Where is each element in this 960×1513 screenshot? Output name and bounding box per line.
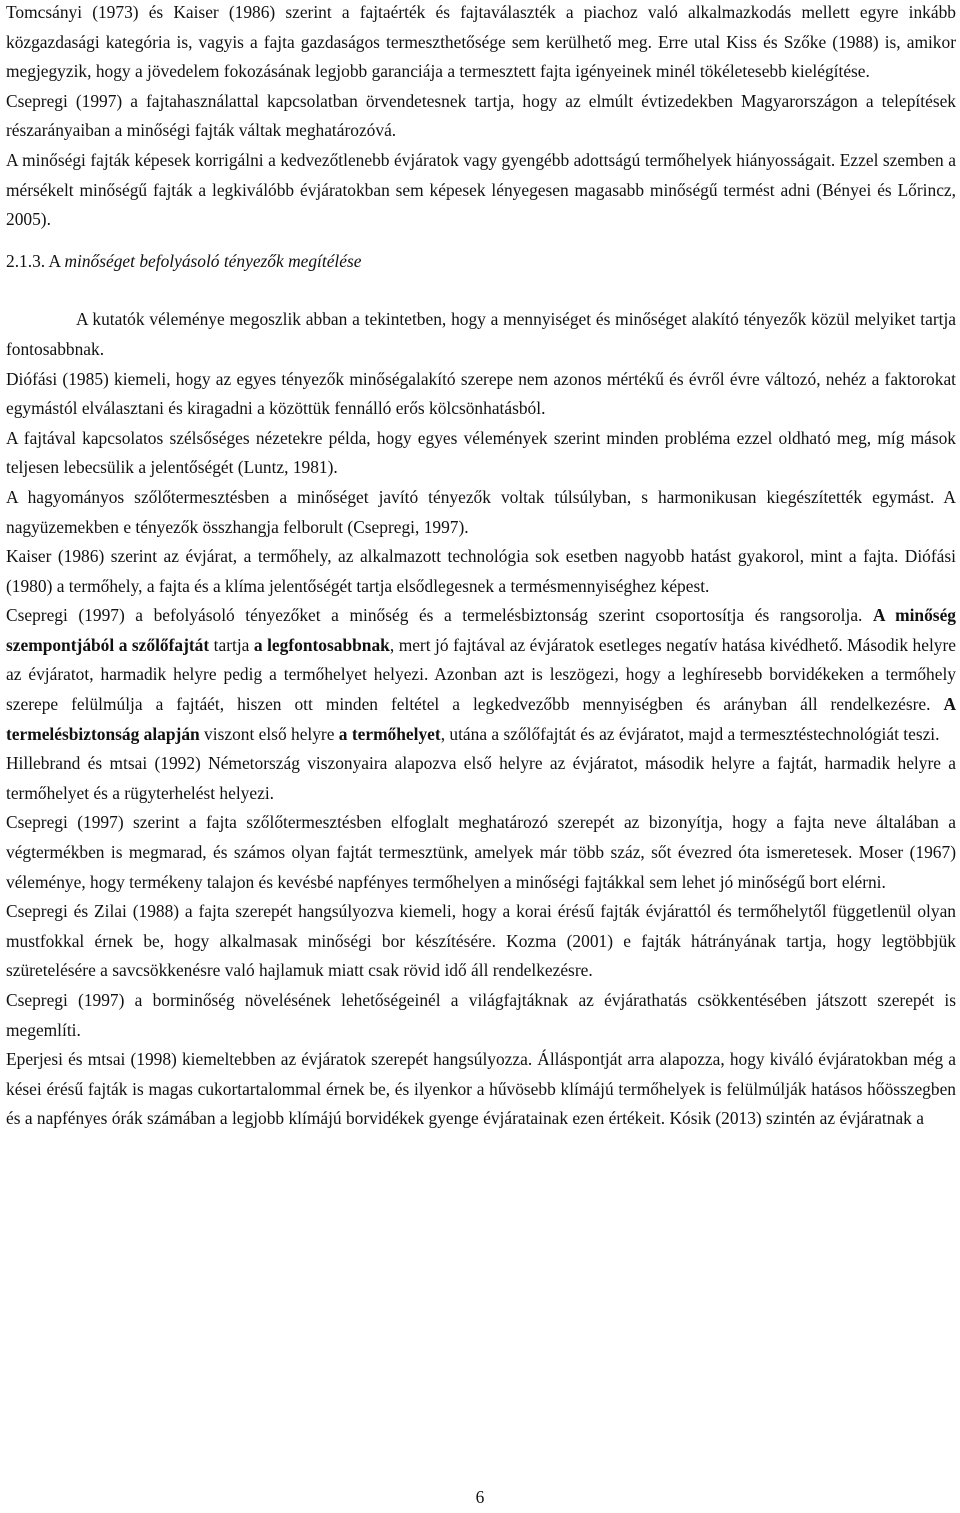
- paragraph: [6, 305, 956, 364]
- section-heading: [6, 247, 956, 277]
- page-number: 6: [475, 1487, 485, 1507]
- paragraph: [6, 749, 956, 808]
- bold-text: A termelésbiztonság alapján: [6, 694, 956, 744]
- paragraph: [6, 483, 956, 542]
- paragraph-text: Tomcsányi (1973) és Kaiser (1986) szerint a fajtaérték és fajtaválaszték a piachoz való alkalmazkodás mellett egyre inkább közgazdasági kategória is, vagyis a fajta gazdaságos termeszthetősége sem kerülhető meg. Erre utal Kiss és Szőke (1988) is, amikor megjegyzik, hogy a jövedelem fokozásának legjobb garanciája a termesztett fajta igényeinek minél tökéletesebb kielégítése.: [6, 2, 956, 82]
- section-number: 2.1.3. A: [6, 250, 65, 271]
- bold-text: a termőhelyet: [338, 723, 441, 744]
- paragraph-text: , utána a szőlőfajtát és az évjáratot, majd a termesztéstechnológiát teszi.: [440, 723, 940, 744]
- paragraph-text: Csepregi (1997) szerint a fajta szőlőtermesztésben elfoglalt meghatározó szerepét az bizonyítja, hogy a fajta neve általában a végtermékben is megmarad, és számos olyan fajtát termesztünk, amelyek már több száz, sőt évezred óta ismeretesek. Moser (1967) véleménye, hogy termékeny talajon és kevésbé napfényes termőhelyen a minőségi fajtákkal sem lehet jó minőségű bort elérni.: [6, 812, 956, 892]
- intro-paragraphs: [6, 0, 956, 235]
- paragraph-text: A fajtával kapcsolatos szélsőséges nézetekre példa, hogy egyes vélemények szerint minden probléma ezzel oldható meg, míg mások teljesen lebecsülik a jelentőségét (Luntz, 1981).: [6, 427, 956, 478]
- paragraph: [6, 365, 956, 424]
- paragraph-text: Hillebrand és mtsai (1992) Németország viszonyaira alapozva első helyre az évjáratot, második helyre a fajtát, harmadik helyre a termőhelyet és a rügyterhelést helyezi.: [6, 753, 956, 803]
- paragraph: [6, 0, 956, 87]
- paragraph: [6, 87, 956, 146]
- paragraph: [6, 542, 956, 601]
- bold-text: a legfontosabbnak: [253, 634, 390, 655]
- document-page: [6, 0, 956, 1134]
- paragraph: [6, 146, 956, 235]
- body-paragraphs: [6, 305, 956, 1134]
- paragraph: [6, 986, 956, 1045]
- paragraph-text: A minőségi fajták képesek korrigálni a kedvezőtlenebb évjáratok vagy gyengébb adottságú termőhelyek hiányosságait. Ezzel szemben a mérsékelt minőségű fajták a legkiválóbb évjáratokban sem képesek lényegesen magasabb minőségű termést adni (Bényei és Lőrincz, 2005).: [6, 149, 956, 230]
- paragraph-text: , mert jó fajtával az évjáratok esetleges negatív hatása kivédhető. Második helyre az évjáratot, harmadik helyre pedig a termőhelyet helyezi. Azonban azt is leszögezi, hogy a leghíresebb borvidékeken a termőhely szerepe felülmúlja a fajtáét, hiszen ott minden feltétel a legkedvezőbb mennyiségben és arányban áll rendelkezésre.: [6, 634, 956, 715]
- paragraph: [6, 601, 956, 749]
- paragraph-text: Csepregi (1997) a fajtahasználattal kapcsolatban örvendetesnek tartja, hogy az elmúlt évtizedekben Magyarországon a telepítések részarányaiban a minőségi fajták váltak meghatározóvá.: [6, 90, 956, 141]
- paragraph: [6, 424, 956, 483]
- paragraph-text: Eperjesi és mtsai (1998) kiemeltebben az évjáratok szerepét hangsúlyozza. Álláspontját arra alapozza, hogy kiváló évjáratokban még a kései érésű fajták is magas cukortartalommal érnek be, és ilyenkor a hűvösebb klímájú termőhelyek is felülmúlják hatásos hőösszegben és a napfényes órák számában a legjobb klímájú borvidékek gyenge évjáratainak ezen értékeit. Kósik (2013) szintén az évjáratnak a: [6, 1049, 956, 1129]
- paragraph-text: Kaiser (1986) szerint az évjárat, a termőhely, az alkalmazott technológia sok esetben nagyobb hatást gyakorol, mint a fajta. Diófási (1980) a termőhely, a fajta és a klíma jelentőségét tartja elsődlegesnek a termésmennyiséghez képest.: [6, 546, 956, 596]
- paragraph-text: Diófási (1985) kiemeli, hogy az egyes tényezők minőségalakító szerepe nem azonos mértékű és évről évre változó, nehéz a faktorokat egymástól elválasztani és kiragadni a közöttük fennálló erős kölcsönhatásból.: [6, 368, 956, 419]
- paragraph-text: A kutatók véleménye megoszlik abban a tekintetben, hogy a mennyiséget és minőséget alakító tényezők közül melyiket tartja fontosabbnak.: [6, 309, 956, 359]
- paragraph-text: Csepregi (1997) a borminőség növelésének lehetőségeinél a világfajtáknak az évjárathatás csökkentésében játszott szerepét is megemlíti.: [6, 990, 956, 1040]
- paragraph: [6, 1045, 956, 1134]
- paragraph-text: tartja: [209, 634, 254, 655]
- paragraph: [6, 808, 956, 897]
- bold-text: A minőség szempontjából a szőlőfajtát: [6, 605, 956, 655]
- paragraph-text: A hagyományos szőlőtermesztésben a minőséget javító tényezők voltak túlsúlyban, s harmonikusan kiegészítették egymást. A nagyüzemekben e tényezők összhangja felborult (Csepregi, 1997).: [6, 486, 956, 537]
- paragraph-text: viszont első helyre: [199, 723, 339, 744]
- paragraph: [6, 897, 956, 986]
- paragraph-text: Csepregi (1997) a befolyásoló tényezőket a minőség és a termelésbiztonság szerint csoportosítja és rangsorolja.: [6, 605, 873, 626]
- section-title: minőséget befolyásoló tényezők megítélése: [64, 250, 362, 271]
- paragraph-text: Csepregi és Zilai (1988) a fajta szerepét hangsúlyozva kiemeli, hogy a korai érésű fajták évjárattól és termőhelytől függetlenül olyan mustfokkal érnek be, hogy alkalmasak minőségi bor készítésére. Kozma (2001) e fajták hátrányának tartja, hogy legtöbbjük szüretelésére a savcsökkenésre való hajlamuk miatt csak rövid idő áll rendelkezésre.: [6, 901, 956, 981]
